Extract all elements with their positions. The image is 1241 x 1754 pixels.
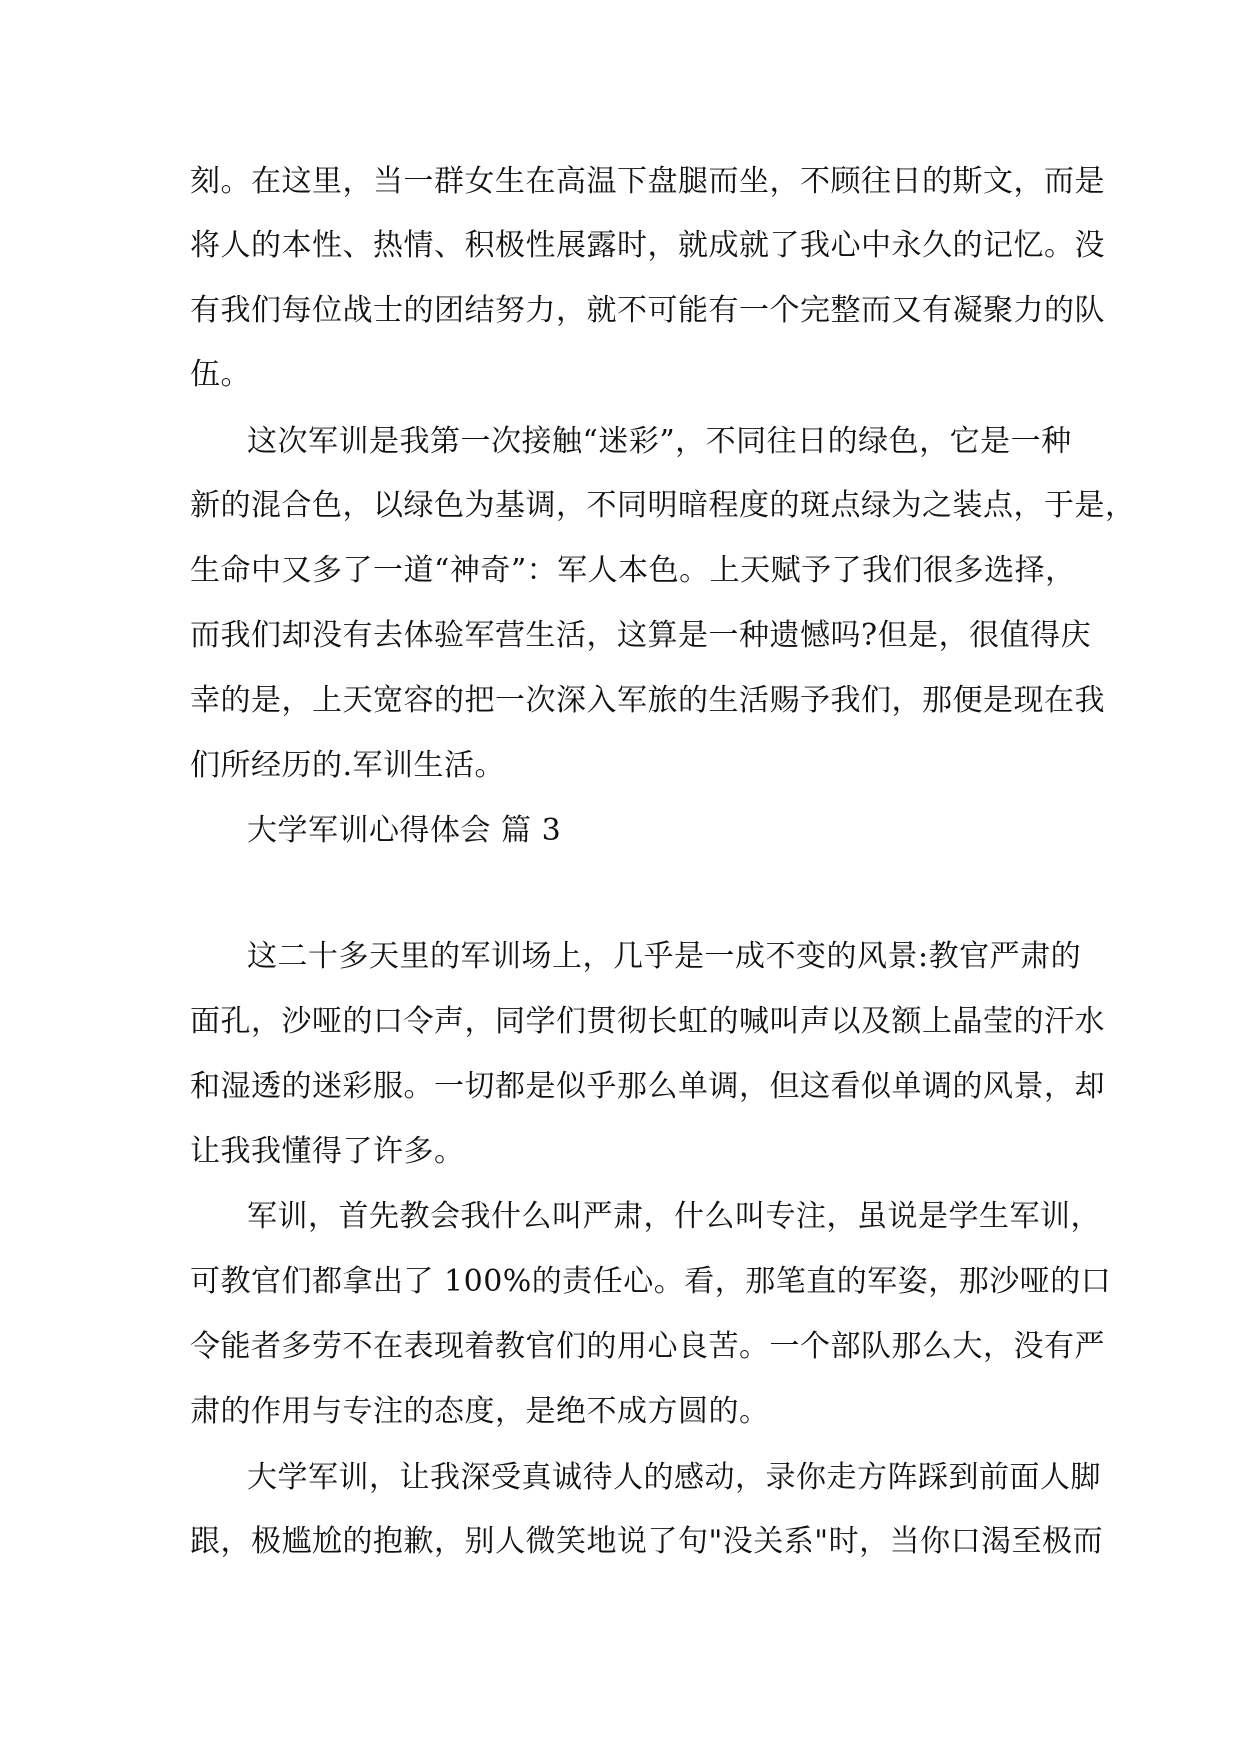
- text-line: 幸的是，上天宽容的把一次深入军旅的生活赐予我们，那便是现在我: [190, 683, 1105, 718]
- paragraph-first-line: 这次军训是我第一次接触“迷彩”，不同往日的绿色，它是一种: [247, 424, 1072, 459]
- text-line: 可教官们都拿出了 100%的责任心。看，那笔直的军姿，那沙哑的口: [190, 1264, 1112, 1299]
- paragraph-first-line: 这二十多天里的军训场上，几乎是一成不变的风景:教官严肃的: [247, 939, 1082, 974]
- text-line: 新的混合色，以绿色为基调，不同明暗程度的斑点绿为之装点，于是，: [190, 488, 1136, 523]
- text-line: 生命中又多了一道“神奇”：军人本色。上天赋予了我们很多选择，: [190, 553, 1076, 588]
- text-line: 伍。: [190, 357, 251, 392]
- text-line: 令能者多劳不在表现着教官们的用心良苦。一个部队那么大，没有严: [190, 1329, 1105, 1364]
- text-line: 而我们却没有去体验军营生活，这算是一种遗憾吗?但是，很值得庆: [190, 618, 1092, 653]
- text-line: 们所经历的.军训生活。: [190, 748, 506, 783]
- text-line: 和湿透的迷彩服。一切都是似乎那么单调，但这看似单调的风景，却: [190, 1069, 1105, 1104]
- text-line: 面孔，沙哑的口令声，同学们贯彻长虹的喊叫声以及额上晶莹的汗水: [190, 1004, 1105, 1039]
- text-line: 让我我懂得了许多。: [190, 1134, 465, 1169]
- paragraph-first-line: 军训，首先教会我什么叫严肃，什么叫专注，虽说是学生军训，: [247, 1199, 1101, 1234]
- text-line: 刻。在这里，当一群女生在高温下盘腿而坐，不顾往日的斯文，而是: [190, 164, 1105, 199]
- text-line: 有我们每位战士的团结努力，就不可能有一个完整而又有凝聚力的队: [190, 293, 1105, 328]
- section-heading: 大学军训心得体会 篇 3: [247, 813, 562, 848]
- text-line: 将人的本性、热情、积极性展露时，就成就了我心中永久的记忆。没: [190, 228, 1105, 263]
- paragraph-first-line: 大学军训，让我深受真诚待人的感动，录你走方阵踩到前面人脚: [247, 1460, 1101, 1495]
- text-line: 跟，极尴尬的抱歉，别人微笑地说了句"没关系"时，当你口渴至极而: [190, 1524, 1104, 1559]
- text-line: 肃的作用与专注的态度，是绝不成方圆的。: [190, 1394, 770, 1429]
